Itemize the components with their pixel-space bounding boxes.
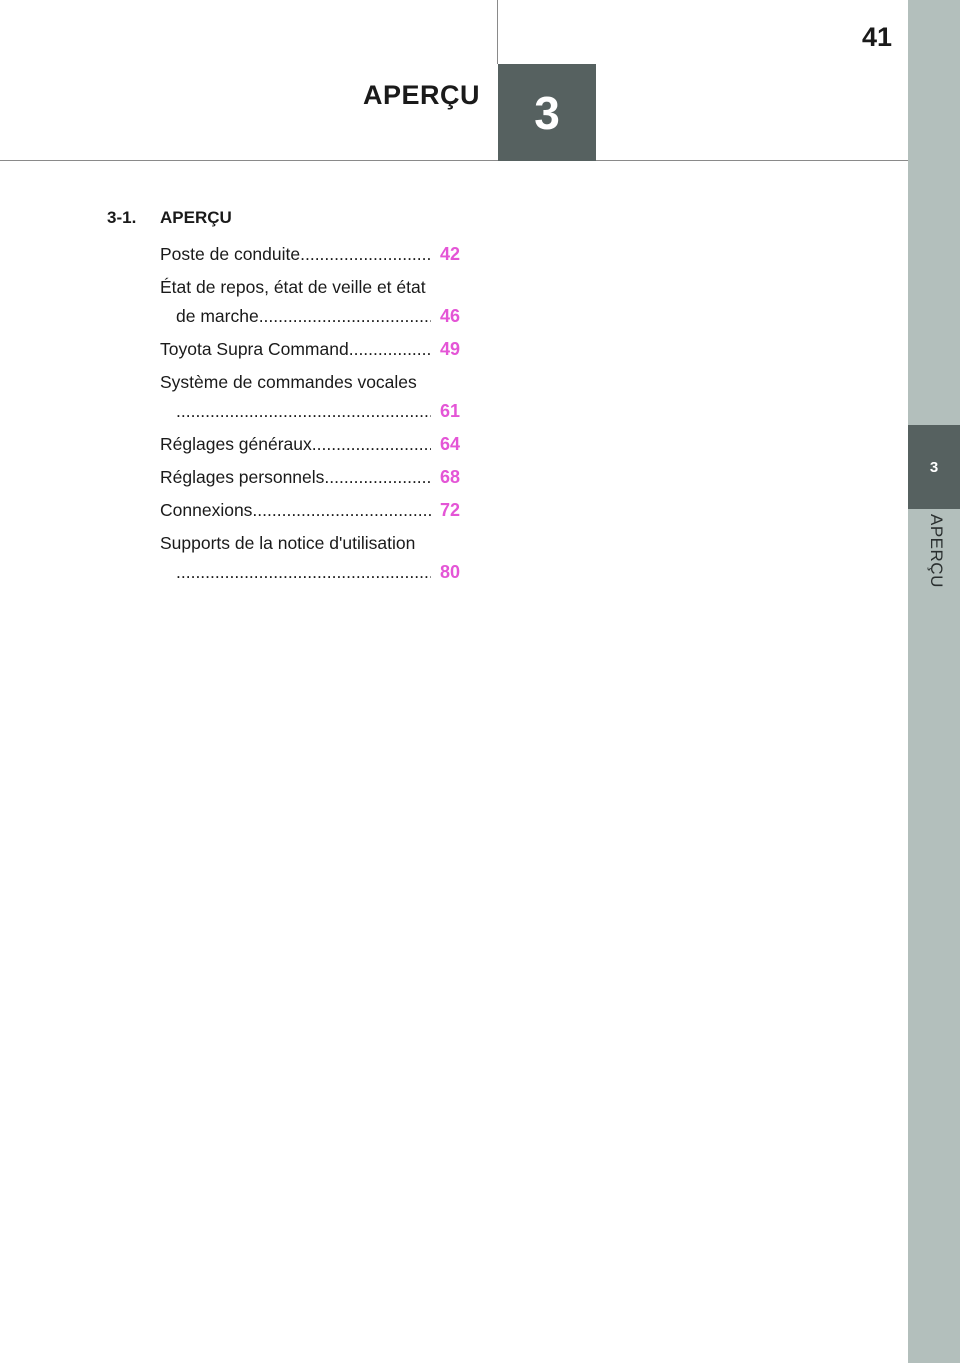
toc-entry[interactable]	[160, 240, 460, 269]
toc-entry-title-continued: de marche	[176, 306, 259, 326]
toc-entry-page-link[interactable]: 72	[439, 500, 460, 520]
toc-entry[interactable]	[160, 463, 460, 492]
toc-leader-dots	[312, 430, 431, 459]
toc-entry[interactable]	[160, 430, 460, 459]
toc-entry[interactable]	[160, 368, 460, 426]
toc-entry-title: Système de commandes vocales	[160, 372, 417, 392]
toc-leader-dots	[176, 397, 431, 426]
toc-entry-page-link[interactable]: 49	[439, 339, 460, 359]
side-tab-chapter-label: APERÇU	[927, 514, 946, 588]
toc-entry-title: Connexions	[160, 500, 253, 520]
toc-entry[interactable]	[160, 273, 460, 331]
toc-leader-dots	[259, 302, 431, 331]
toc-entry[interactable]	[160, 496, 460, 525]
toc-entry[interactable]	[160, 529, 460, 587]
toc-entry-title: Supports de la notice d'utilisation	[160, 533, 416, 553]
side-tab-strip	[908, 0, 960, 1363]
header-divider-horizontal	[0, 160, 908, 161]
toc-section-heading	[107, 208, 232, 228]
toc-entry-page-link[interactable]: 46	[439, 306, 460, 326]
toc-section-title: APERÇU	[160, 208, 232, 227]
chapter-title: APERÇU	[362, 80, 480, 110]
toc-entry-title: Poste de conduite	[160, 244, 301, 264]
toc-entry-page-link[interactable]: 64	[439, 434, 460, 454]
table-of-contents	[160, 240, 460, 591]
toc-leader-dots	[300, 240, 431, 269]
side-tab-chapter-number: 3	[908, 425, 960, 509]
toc-entry-title: État de repos, état de veille et état	[160, 277, 426, 297]
toc-leader-dots	[176, 558, 431, 587]
header-divider-vertical	[497, 0, 498, 64]
toc-entry-page-link[interactable]: 68	[439, 467, 460, 487]
toc-entry-page-link[interactable]: 42	[439, 244, 460, 264]
toc-leader-dots	[349, 335, 431, 364]
toc-entry-title: Toyota Supra Command	[160, 339, 349, 359]
page-number: 41	[861, 22, 892, 52]
chapter-number-box: 3	[498, 64, 596, 161]
toc-entry-title: Réglages généraux	[160, 434, 312, 454]
toc-leader-dots	[252, 496, 431, 525]
toc-entry-title: Réglages personnels	[160, 467, 325, 487]
toc-leader-dots	[324, 463, 431, 492]
toc-entry-page-link[interactable]: 61	[439, 401, 460, 421]
toc-entry-page-link[interactable]: 80	[439, 562, 460, 582]
toc-section-number: 3-1.	[107, 208, 137, 227]
toc-entry[interactable]	[160, 335, 460, 364]
